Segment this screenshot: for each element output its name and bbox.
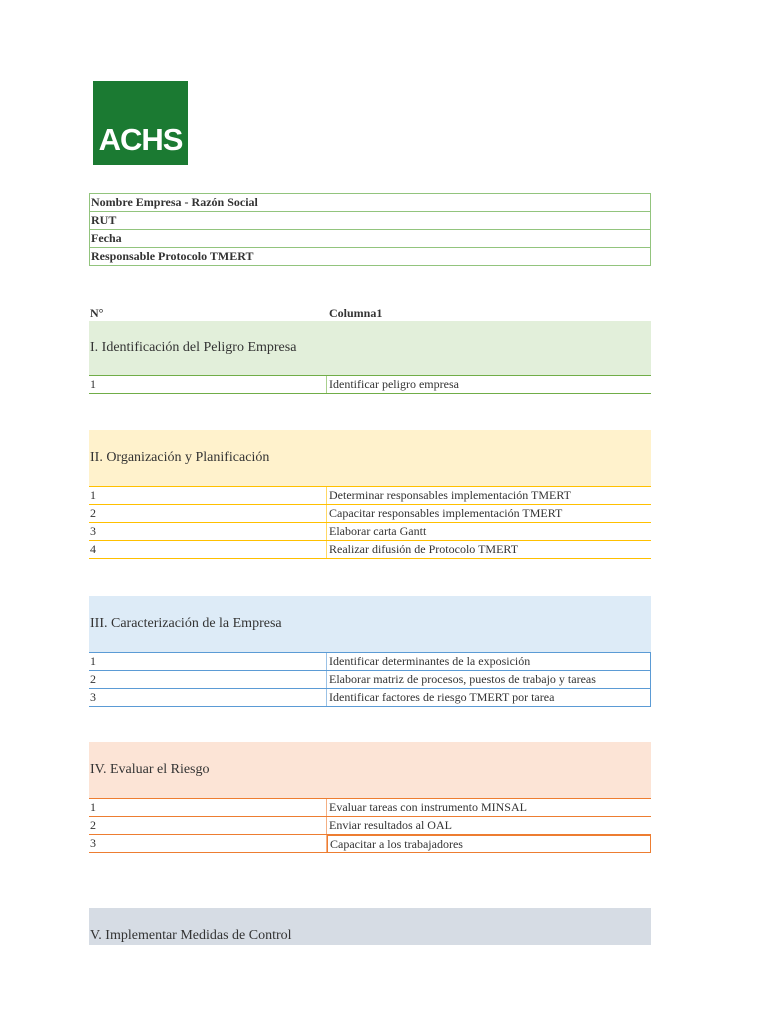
company-info-table: [89, 193, 651, 266]
row-description: Evaluar tareas con instrumento MINSAL: [329, 800, 527, 814]
row-description: Identificar peligro empresa: [329, 377, 459, 391]
row-number: 1: [89, 376, 327, 393]
table-row: [89, 376, 651, 394]
row-description: Capacitar responsables implementación TMERT: [329, 506, 563, 520]
column-header-number: N°: [90, 306, 104, 320]
row-description: Elaborar matriz de procesos, puestos de trabajo y tareas: [327, 671, 651, 688]
section-identificacion: [89, 321, 651, 394]
info-row: [90, 212, 651, 230]
row-description: Identificar determinantes de la exposición: [327, 653, 651, 670]
section-caracterizacion: [89, 596, 651, 707]
table-row: [89, 653, 651, 671]
section-title: IV. Evaluar el Riesgo: [89, 742, 651, 799]
row-number: 1: [89, 799, 327, 816]
section-evaluar-riesgo: [89, 742, 651, 853]
achs-logo: [93, 81, 188, 165]
section-title: II. Organización y Planificación: [89, 430, 651, 487]
row-description: Identificar factores de riesgo TMERT por tarea: [327, 689, 651, 706]
section-medidas-control: [89, 908, 651, 945]
table-row: [89, 541, 651, 559]
section-title: I. Identificación del Peligro Empresa: [89, 321, 651, 376]
row-description: Elaborar carta Gantt: [329, 524, 427, 538]
row-number: 2: [89, 505, 327, 522]
section-title: III. Caracterización de la Empresa: [89, 596, 651, 653]
table-row: [89, 487, 651, 505]
table-row: [89, 523, 651, 541]
info-label-rut: RUT: [90, 212, 651, 230]
row-number: 2: [89, 817, 327, 834]
row-description: Realizar difusión de Protocolo TMERT: [329, 542, 519, 556]
table-row: [89, 671, 651, 689]
info-label-date: Fecha: [90, 230, 651, 248]
info-label-company: Nombre Empresa - Razón Social: [90, 194, 651, 212]
info-label-responsible: Responsable Protocolo TMERT: [90, 248, 651, 266]
table-row: [89, 835, 651, 853]
column-header-columna1: Columna1: [329, 306, 383, 320]
table-row: [89, 817, 651, 835]
table-row: [89, 799, 651, 817]
row-number: 2: [89, 671, 327, 688]
row-number: 3: [89, 523, 327, 540]
section-title: V. Implementar Medidas de Control: [89, 908, 651, 945]
section-organizacion: [89, 430, 651, 559]
row-number: 3: [89, 689, 327, 706]
table-row: [89, 505, 651, 523]
row-description: Enviar resultados al OAL: [329, 818, 452, 832]
info-row: [90, 248, 651, 266]
row-number: 1: [89, 487, 327, 504]
logo-text: ACHS: [98, 122, 183, 157]
info-row: [90, 230, 651, 248]
row-number: 1: [89, 653, 327, 670]
row-description: Capacitar a los trabajadores: [327, 835, 651, 852]
row-number: 4: [89, 541, 327, 558]
row-description: Determinar responsables implementación TMERT: [329, 488, 571, 502]
info-row: [90, 194, 651, 212]
row-number: 3: [89, 835, 327, 852]
table-row: [89, 689, 651, 707]
